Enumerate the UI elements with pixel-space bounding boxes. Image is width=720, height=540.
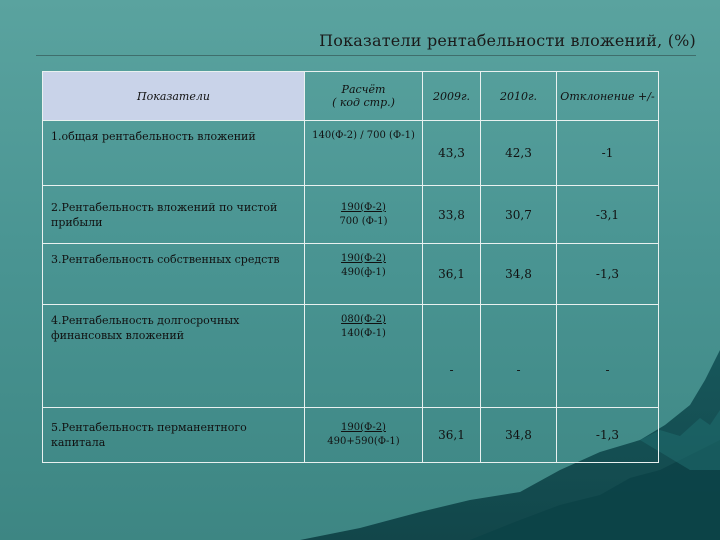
row-calc-numerator: 190(Ф-2): [341, 201, 386, 213]
profitability-table: [42, 71, 659, 463]
row-value-2009: 43,3: [423, 121, 481, 186]
row-calc-numerator: 080(Ф-2): [341, 314, 386, 325]
row-name: 4.Рентабельность долгосрочных финансовых вложений: [43, 305, 305, 408]
row-calc-denominator: 140(Ф-1): [341, 328, 386, 339]
row-calc: [305, 186, 423, 244]
row-deviation: -1,3: [557, 244, 659, 305]
row-deviation: -: [557, 305, 659, 408]
row-calc: [305, 408, 423, 463]
row-value-2010: 30,7: [481, 186, 557, 244]
table-row: [43, 244, 659, 305]
table-row: [43, 408, 659, 463]
row-calc-numerator: 190(Ф-2): [341, 422, 386, 433]
row-value-2010: 34,8: [481, 408, 557, 463]
row-calc-formula: 140(Ф-2) / 700 (Ф-1): [312, 130, 415, 141]
row-calc: [305, 305, 423, 408]
row-value-2009: 36,1: [423, 408, 481, 463]
row-calc-denominator: 490+590(Ф-1): [327, 436, 400, 447]
row-name: 5.Рентабельность перманентного капитала: [43, 408, 305, 463]
row-deviation: -3,1: [557, 186, 659, 244]
title-divider: [36, 55, 696, 56]
header-indicator: Показатели: [43, 72, 305, 121]
header-calc: [305, 72, 423, 121]
row-value-2010: -: [481, 305, 557, 408]
row-value-2010: 42,3: [481, 121, 557, 186]
header-calc-line2: ( код стр.): [332, 96, 395, 109]
header-2010: 2010г.: [481, 72, 557, 121]
row-calc-denominator: 490(ф-1): [341, 267, 386, 278]
table-header-row: [43, 72, 659, 121]
page-title: Показатели рентабельности вложений, (%): [319, 31, 696, 50]
row-name: 2.Рентабельность вложений по чистой прибыли: [43, 186, 305, 244]
row-value-2009: 36,1: [423, 244, 481, 305]
row-value-2010: 34,8: [481, 244, 557, 305]
row-calc: [305, 121, 423, 186]
row-calc: [305, 244, 423, 305]
table-row: [43, 305, 659, 408]
row-calc-denominator: 700 (Ф-1): [339, 215, 388, 227]
table-row: [43, 186, 659, 244]
header-deviation: Отклонение +/-: [557, 72, 659, 121]
header-2009: 2009г.: [423, 72, 481, 121]
row-deviation: -1: [557, 121, 659, 186]
row-value-2009: 33,8: [423, 186, 481, 244]
header-calc-line1: Расчёт: [341, 83, 386, 96]
row-name: 1.общая рентабельность вложений: [43, 121, 305, 186]
row-calc-numerator: 190(Ф-2): [341, 253, 386, 264]
row-name: 3.Рентабельность собственных средств: [43, 244, 305, 305]
row-value-2009: -: [423, 305, 481, 408]
table-row: [43, 121, 659, 186]
row-deviation: -1,3: [557, 408, 659, 463]
